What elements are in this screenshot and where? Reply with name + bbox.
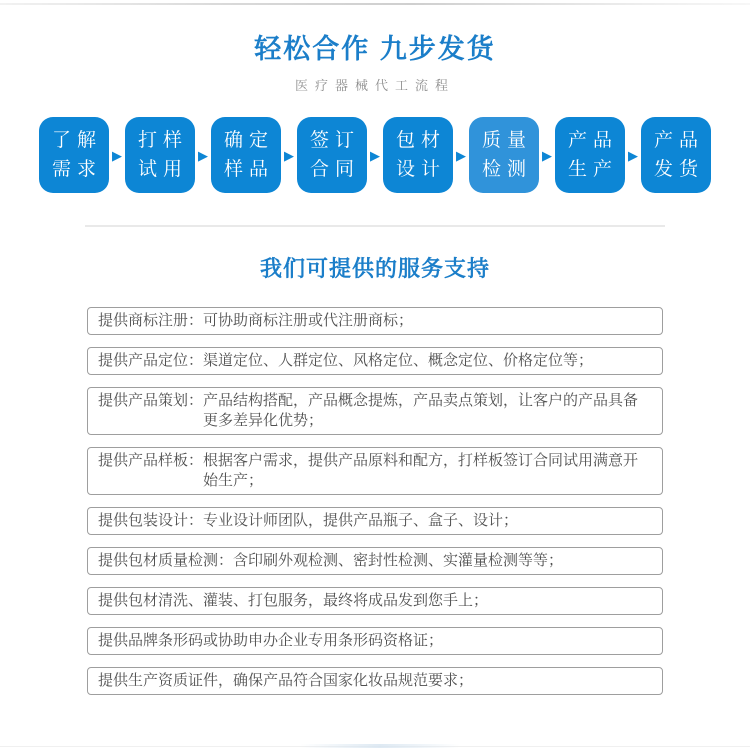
step-label-line2: 样品 <box>223 159 274 180</box>
step-label-line2: 检测 <box>481 159 532 180</box>
process-step-box <box>39 117 109 193</box>
service-item-label: 提供商标注册： <box>98 312 204 329</box>
page-title: 轻松合作 九步发货 <box>254 34 496 64</box>
service-item-text: 产品结构搭配，产品概念提炼，产品卖点策划，让客户的产品具备更多差异化优势； <box>203 392 639 429</box>
step-label-line2: 试用 <box>137 159 188 180</box>
arrow-right-icon: ▶ <box>370 147 380 163</box>
process-steps <box>0 117 750 193</box>
step-label-line2: 合同 <box>309 159 360 180</box>
service-item <box>87 307 663 335</box>
service-item-text: 根据客户需求，提供产品原料和配方，打样板签订合同试用满意开始生产； <box>203 452 639 489</box>
step-label-line1: 签订 <box>309 130 360 151</box>
step-label-line1: 确定 <box>223 130 274 151</box>
service-item-text: 提供包材清洗、灌装、打包服务，最终将成品发到您手上； <box>98 592 489 609</box>
process-step-group <box>453 117 539 193</box>
step-label-line1: 了解 <box>51 130 102 151</box>
service-item-label: 提供产品样板： <box>98 452 204 469</box>
step-label-line2: 需求 <box>51 159 102 180</box>
service-item-text: 可协助商标注册或代注册商标； <box>203 312 414 329</box>
service-item <box>87 667 663 695</box>
process-step-group <box>195 117 281 193</box>
process-step-box <box>211 117 281 193</box>
process-step-group <box>367 117 453 193</box>
service-item <box>87 627 663 655</box>
service-item-text: 提供生产资质证件，确保产品符合国家化妆品规范要求； <box>98 672 474 689</box>
service-list <box>87 307 663 695</box>
service-item-text: 提供品牌条形码或协助申办企业专用条形码资格证； <box>98 632 444 649</box>
service-item <box>87 587 663 615</box>
step-label-line1: 产品 <box>567 130 618 151</box>
arrow-right-icon: ▶ <box>456 147 466 163</box>
process-step-group <box>625 117 711 193</box>
service-item <box>87 507 663 535</box>
service-item-label: 提供包装设计： <box>98 512 204 529</box>
service-item-text: 渠道定位、人群定位、风格定位、概念定位、价格定位等； <box>203 352 594 369</box>
step-label-line1: 质量 <box>481 130 532 151</box>
process-step-group <box>539 117 625 193</box>
process-step-box <box>297 117 367 193</box>
arrow-right-icon: ▶ <box>198 147 208 163</box>
service-item <box>87 447 663 495</box>
service-item-text: 专业设计师团队，提供产品瓶子、盒子、设计； <box>203 512 519 529</box>
process-step-box <box>641 117 711 193</box>
top-divider <box>0 3 750 5</box>
process-step-box <box>383 117 453 193</box>
service-item <box>87 387 663 435</box>
process-step-box <box>125 117 195 193</box>
arrow-right-icon: ▶ <box>284 147 294 163</box>
process-step-group <box>39 117 109 193</box>
step-label-line2: 发货 <box>653 159 704 180</box>
service-item-label: 提供产品定位： <box>98 352 204 369</box>
service-item-text: 含印刷外观检测、密封性检测、实灌量检测等等； <box>233 552 564 569</box>
arrow-right-icon: ▶ <box>112 147 122 163</box>
arrow-right-icon: ▶ <box>628 147 638 163</box>
section-divider <box>85 225 665 227</box>
step-label-line2: 生产 <box>567 159 618 180</box>
step-label-line1: 打样 <box>137 130 188 151</box>
arrow-right-icon: ▶ <box>542 147 552 163</box>
step-label-line2: 设计 <box>395 159 446 180</box>
step-label-line1: 包材 <box>395 130 446 151</box>
page-subtitle: 医疗器械代工流程 <box>294 78 455 93</box>
process-step-box <box>555 117 625 193</box>
step-label-line1: 产品 <box>653 130 704 151</box>
process-step-group <box>109 117 195 193</box>
services-heading: 我们可提供的服务支持 <box>259 256 490 281</box>
service-item-label: 提供包材质量检测： <box>98 552 234 569</box>
service-item <box>87 547 663 575</box>
service-item-label: 提供产品策划： <box>98 392 204 409</box>
process-step-group <box>281 117 367 193</box>
process-step-box <box>469 117 539 193</box>
bottom-shadow <box>300 744 460 748</box>
service-item <box>87 347 663 375</box>
